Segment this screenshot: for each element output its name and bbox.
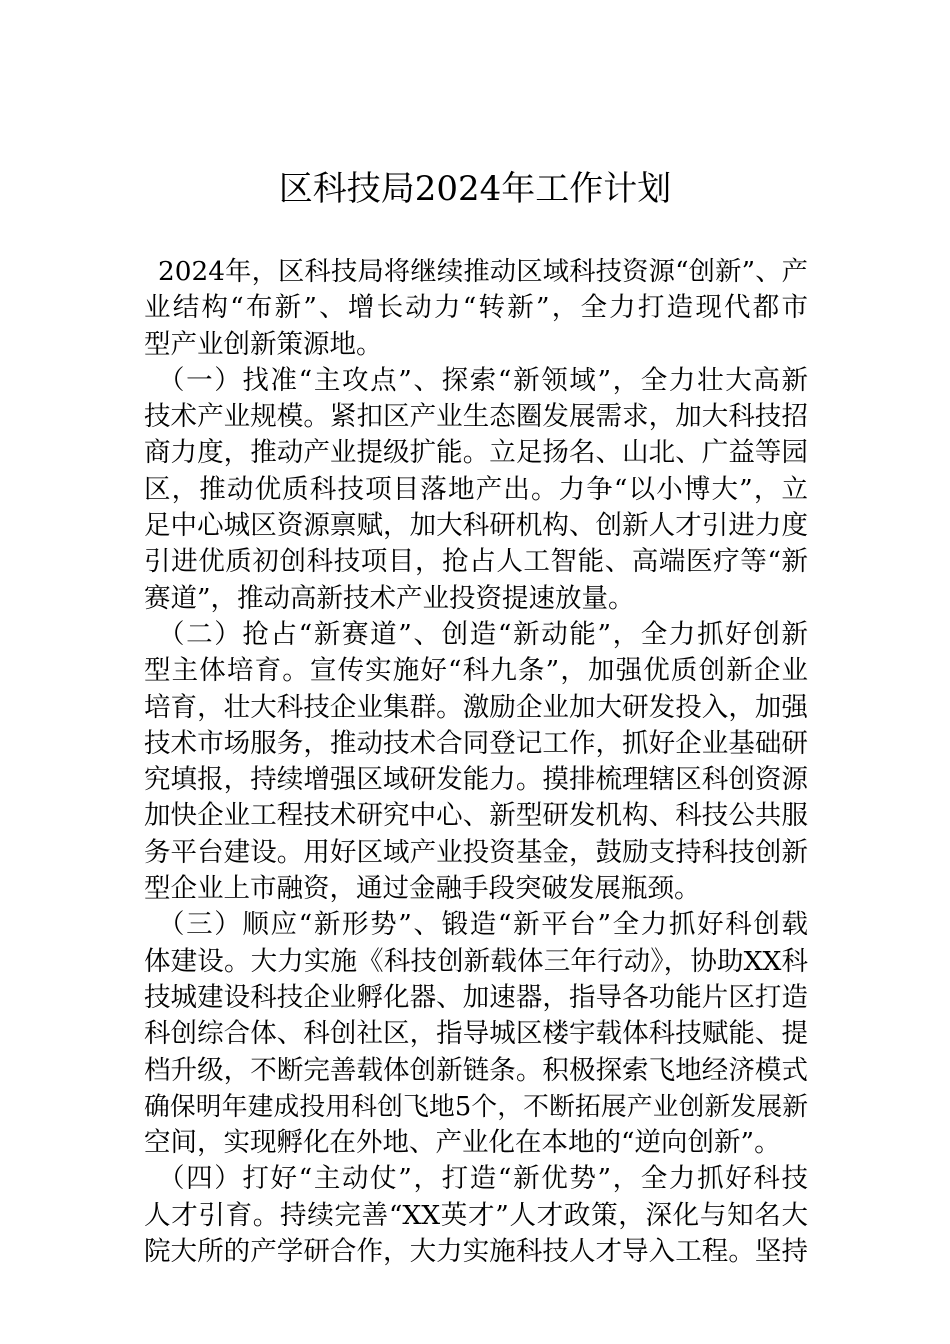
text-line: 务平台建设。用好区域产业投资基金，鼓励支持科技创新 xyxy=(144,836,808,868)
text-line: （一）找准“主攻点”、探索“新领域”，全力壮大高新 xyxy=(158,364,808,396)
text-line: 业结构“布新”、增长动力“转新”，全力打造现代都市 xyxy=(144,292,808,324)
text-line: 区，推动优质科技项目落地产出。力争“以小博大”，立 xyxy=(144,473,808,505)
text-line: 技术市场服务，推动技术合同登记工作，抓好企业基础研 xyxy=(144,727,808,759)
text-line: 型企业上市融资，通过金融手段突破发展瓶颈。 xyxy=(144,873,701,905)
text-line: 型产业创新策源地。 xyxy=(144,328,383,360)
text-line: 院大所的产学研合作，大力实施科技人才导入工程。坚持 xyxy=(144,1236,808,1268)
text-line: 空间，实现孵化在外地、产业化在本地的“逆向创新”。 xyxy=(144,1127,781,1159)
text-line: 人才引育。持续完善“XX英才”人才政策，深化与知名大 xyxy=(144,1199,808,1231)
text-line: 引进优质初创科技项目，抢占人工智能、高端医疗等“新 xyxy=(144,546,808,578)
text-line: （四）打好“主动仗”，打造“新优势”，全力抓好科技 xyxy=(158,1163,808,1195)
text-line: 型主体培育。宣传实施好“科九条”，加强优质创新企业 xyxy=(144,655,808,687)
text-line: 足中心城区资源禀赋，加大科研机构、创新人才引进力度 xyxy=(144,510,808,542)
text-line: 确保明年建成投用科创飞地5个，不断拓展产业创新发展新 xyxy=(144,1091,808,1122)
text-line: 2024年，区科技局将继续推动区域科技资源“创新”、产 xyxy=(158,257,808,287)
text-line: 体建设。大力实施《科技创新载体三年行动》，协助XX科 xyxy=(144,945,808,977)
document-body xyxy=(144,254,808,1270)
text-line: 培育，壮大科技企业集群。激励企业加大研发投入，加强 xyxy=(144,691,808,723)
text-line: 科创综合体、科创社区，指导城区楼宇载体科技赋能、提 xyxy=(144,1018,808,1050)
text-line: 究填报，持续增强区域研发能力。摸排梳理辖区科创资源 xyxy=(144,764,808,796)
document-title: 区科技局2024年工作计划 xyxy=(278,169,672,209)
text-line: 加快企业工程技术研究中心、新型研发机构、科技公共服 xyxy=(144,800,808,832)
text-line: （三）顺应“新形势”、锻造“新平台”全力抓好科创载 xyxy=(158,909,808,941)
text-line: 档升级，不断完善载体创新链条。积极探索飞地经济模式 xyxy=(144,1054,808,1086)
text-line: 赛道”，推动高新技术产业投资提速放量。 xyxy=(144,582,635,614)
text-line: 技术产业规模。紧扣区产业生态圈发展需求，加大科技招 xyxy=(144,401,808,433)
text-line: （二）抢占“新赛道”、创造“新动能”，全力抓好创新 xyxy=(158,618,808,650)
text-line: 商力度，推动产业提级扩能。立足扬名、山北、广益等园 xyxy=(144,437,808,469)
text-line: 技城建设科技企业孵化器、加速器，指导各功能片区打造 xyxy=(144,981,808,1013)
